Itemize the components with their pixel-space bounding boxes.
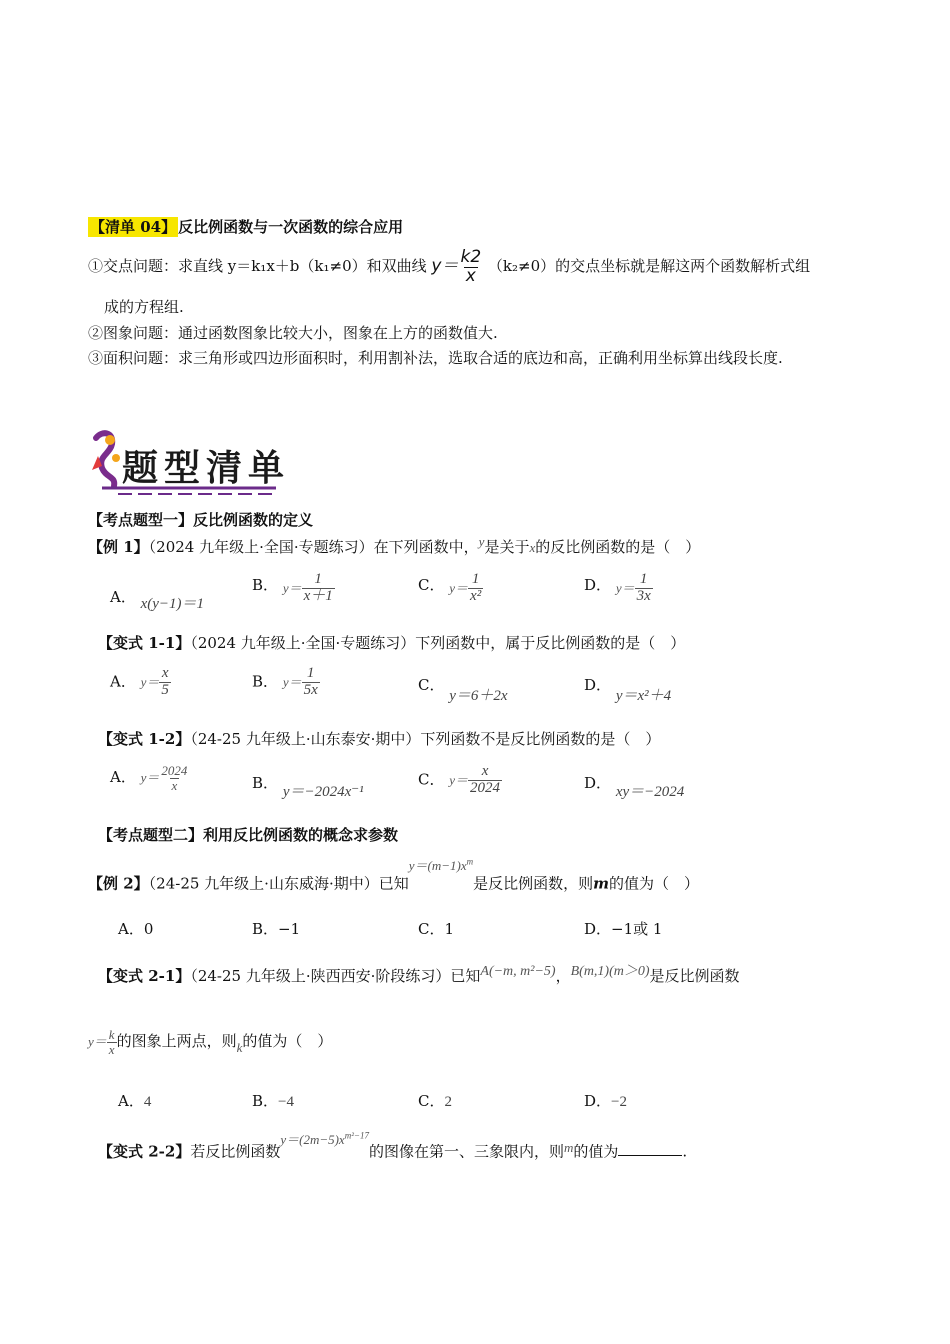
fraction-denominator: x bbox=[108, 1041, 115, 1057]
list-title: 反比例函数与一次函数的综合应用 bbox=[178, 218, 404, 236]
v21-line2 bbox=[88, 1028, 332, 1056]
v22-end: . bbox=[682, 1142, 688, 1161]
ex2-label: 【例 2】 bbox=[88, 874, 149, 893]
option-letter: A． bbox=[110, 768, 136, 787]
option-fraction bbox=[302, 666, 320, 699]
ex1-var-x: x bbox=[529, 540, 536, 555]
answer-blank[interactable] bbox=[618, 1141, 682, 1156]
v11-stem bbox=[98, 632, 685, 653]
question-type-banner bbox=[88, 428, 291, 498]
ex2-stem-a: （24-25 九年级上·山东威海·期中）已知 bbox=[148, 874, 409, 893]
list-tag: 【清单 04】 bbox=[90, 218, 177, 236]
option-letter: D． bbox=[584, 920, 612, 938]
option-fraction bbox=[159, 764, 189, 792]
ex1-option-d[interactable] bbox=[584, 572, 653, 605]
list-heading bbox=[88, 216, 403, 237]
option-letter: B． bbox=[252, 774, 279, 792]
option-letter: B． bbox=[252, 672, 279, 691]
option-letter: A． bbox=[110, 588, 136, 606]
v11-option-a[interactable] bbox=[110, 666, 171, 699]
list-item-1 bbox=[88, 246, 810, 286]
v11-label: 【变式 1-1】 bbox=[98, 634, 191, 652]
fraction-denominator: 5 bbox=[161, 681, 169, 698]
v21-var-k: k bbox=[236, 1040, 243, 1056]
v12-option-c[interactable] bbox=[418, 764, 502, 797]
v22-stem-b: 的图像在第一、三象限内，则 bbox=[368, 1142, 564, 1161]
option-expr: xy＝−2024 bbox=[615, 784, 685, 800]
option-letter: C． bbox=[418, 676, 445, 694]
v11-stem-text: （2024 九年级上·全国·专题练习）下列函数中，属于反比例函数的是（ ） bbox=[190, 634, 686, 652]
fraction-denominator: 3x bbox=[636, 587, 651, 604]
fraction-numerator: k2 bbox=[460, 246, 482, 267]
option-letter: D． bbox=[584, 576, 612, 595]
option-letter: A． bbox=[110, 672, 136, 691]
option-letter: C． bbox=[418, 770, 445, 789]
option-lhs: y＝ bbox=[449, 772, 469, 788]
v21-option-d[interactable] bbox=[584, 1090, 627, 1111]
option-value: 2 bbox=[444, 1094, 452, 1110]
v21-point-b: B(m,1)(m＞0) bbox=[570, 964, 650, 979]
option-letter: D． bbox=[584, 676, 612, 694]
formula-exponent: m²−17 bbox=[344, 1131, 369, 1141]
option-fraction bbox=[468, 572, 483, 605]
option-letter: A． bbox=[118, 920, 144, 938]
ex2-stem-c: 的值为（ ） bbox=[608, 874, 699, 893]
option-value: −1 bbox=[278, 920, 301, 938]
fraction-numerator: 1 bbox=[471, 571, 480, 587]
type1-heading: 【考点题型一】反比例函数的定义 bbox=[88, 511, 314, 529]
fraction-denominator: x bbox=[171, 777, 178, 793]
v12-option-b[interactable] bbox=[252, 774, 364, 800]
v22-formula bbox=[280, 1132, 369, 1147]
ex1-stem-b: 是关于 bbox=[484, 538, 530, 556]
option-lhs: y＝ bbox=[449, 580, 469, 596]
option-value: 0 bbox=[143, 920, 154, 938]
v22-stem-a: 若反比例函数 bbox=[190, 1142, 281, 1161]
v22-var-m: m bbox=[564, 1140, 574, 1156]
option-letter: D． bbox=[584, 774, 612, 792]
fraction-denominator: 2024 bbox=[470, 779, 501, 796]
option-lhs: y＝ bbox=[615, 580, 635, 596]
v21-option-c[interactable] bbox=[418, 1090, 452, 1111]
ex1-option-c[interactable] bbox=[418, 572, 483, 605]
formula-base: y＝(m−1)x bbox=[408, 858, 467, 874]
v21-option-b[interactable] bbox=[252, 1090, 294, 1111]
v22-label: 【变式 2-2】 bbox=[98, 1142, 191, 1161]
v21-lhs: y＝ bbox=[88, 1034, 107, 1050]
ex2-formula bbox=[409, 858, 473, 873]
fraction-numerator: x bbox=[161, 665, 169, 681]
option-fraction bbox=[159, 666, 171, 699]
v12-stem bbox=[98, 728, 660, 749]
option-expr: y＝−2024x⁻¹ bbox=[282, 784, 364, 800]
list-item-3: ③面积问题：求三角形或四边形面积时，利用割补法，选取合适的底边和高，正确利用坐标算出线段长度. bbox=[88, 349, 783, 367]
option-value: 1 bbox=[444, 920, 455, 938]
option-fraction bbox=[302, 572, 335, 605]
v21-line2-b: 的值为（ ） bbox=[242, 1032, 333, 1051]
option-value: −2 bbox=[611, 1094, 627, 1110]
fraction-denominator: 5x bbox=[303, 681, 318, 698]
option-expr: y＝x²＋4 bbox=[615, 688, 672, 704]
option-value: 4 bbox=[143, 1094, 152, 1110]
formula-exponent: m bbox=[466, 857, 474, 867]
option-letter: C． bbox=[418, 1092, 445, 1110]
fraction-numerator: 2024 bbox=[161, 763, 188, 778]
v22-stem bbox=[98, 1128, 687, 1172]
ex2-option-b[interactable] bbox=[252, 918, 300, 939]
ex2-var-m: m bbox=[593, 874, 609, 893]
v11-option-b[interactable] bbox=[252, 666, 320, 699]
option-letter: B． bbox=[252, 576, 279, 595]
ex2-option-a[interactable] bbox=[118, 918, 153, 939]
option-fraction bbox=[468, 764, 502, 797]
v11-option-d[interactable] bbox=[584, 676, 672, 704]
v22-stem-c: 的值为 bbox=[573, 1142, 619, 1161]
v21-line2-a: 的图象上两点，则 bbox=[116, 1032, 237, 1051]
v12-label: 【变式 1-2】 bbox=[98, 730, 191, 748]
v21-sep: ， bbox=[555, 967, 571, 985]
fraction-numerator: x bbox=[481, 763, 489, 779]
option-letter: C． bbox=[418, 576, 445, 595]
ex1-stem bbox=[88, 536, 700, 557]
v12-stem-text: （24-25 九年级上·山东泰安·期中）下列函数不是反比例函数的是（ ） bbox=[190, 730, 661, 748]
option-lhs: y＝ bbox=[282, 674, 302, 690]
option-lhs: y＝ bbox=[282, 580, 302, 596]
v21-stem-b: 是反比例函数 bbox=[649, 967, 740, 985]
ex2-stem-b: 是反比例函数，则 bbox=[473, 874, 594, 893]
list-item-1-text-b: （k₂≠0）的交点坐标就是解这两个函数解析式组 bbox=[487, 257, 811, 275]
option-value: −4 bbox=[278, 1094, 294, 1110]
fraction-numerator: 1 bbox=[639, 571, 648, 587]
ex1-option-b[interactable] bbox=[252, 572, 335, 605]
option-expr: y＝6＋2x bbox=[449, 688, 508, 704]
option-letter: D． bbox=[584, 1092, 612, 1110]
v21-option-a[interactable] bbox=[118, 1090, 151, 1111]
list-item-1-y: y＝ bbox=[431, 256, 459, 276]
banner-title: 题型清单 bbox=[122, 447, 291, 489]
v21-stem-a: （24-25 九年级上·陕西西安·阶段练习）已知 bbox=[190, 967, 481, 985]
option-letter: B． bbox=[252, 920, 279, 938]
v21-stem bbox=[98, 956, 740, 998]
ex1-var-y: y bbox=[478, 534, 485, 549]
v21-fraction bbox=[107, 1028, 117, 1056]
option-lhs: y＝ bbox=[140, 770, 160, 786]
type2-heading: 【考点题型二】利用反比例函数的概念求参数 bbox=[98, 826, 399, 844]
formula-base: y＝(2m−5)x bbox=[280, 1132, 345, 1148]
option-lhs: y＝ bbox=[140, 674, 160, 690]
v11-option-c[interactable] bbox=[418, 676, 508, 704]
list-item-1-fraction bbox=[458, 246, 483, 286]
v12-option-d[interactable] bbox=[584, 774, 685, 800]
fraction-numerator: k bbox=[108, 1027, 115, 1042]
option-expr: x(y−1)＝1 bbox=[140, 596, 205, 612]
option-fraction bbox=[635, 572, 653, 605]
list-item-1-text-a: ①交点问题：求直线 y＝k₁x＋b（k₁≠0）和双曲线 bbox=[88, 257, 427, 275]
fraction-numerator: 1 bbox=[306, 665, 315, 681]
option-letter: A． bbox=[118, 1092, 144, 1110]
ex1-stem-c: 的反比例函数的是（ ） bbox=[535, 538, 701, 556]
option-letter: B． bbox=[252, 1092, 279, 1110]
fraction-denominator: x＋1 bbox=[303, 587, 333, 604]
v21-point-a: A(−m, m²−5) bbox=[480, 964, 556, 979]
v12-option-a[interactable] bbox=[110, 764, 189, 792]
ex2-stem bbox=[88, 857, 699, 904]
ex1-label: 【例 1】 bbox=[88, 538, 149, 556]
list-item-1-cont: 成的方程组. bbox=[104, 298, 184, 316]
option-value: −1或 1 bbox=[611, 920, 663, 938]
fraction-denominator: x² bbox=[470, 587, 482, 604]
v21-label: 【变式 2-1】 bbox=[98, 967, 191, 985]
ex2-option-d[interactable] bbox=[584, 918, 662, 939]
fraction-numerator: 1 bbox=[314, 571, 322, 587]
option-letter: C． bbox=[418, 920, 445, 938]
fraction-denominator: x bbox=[465, 265, 476, 286]
list-item-2: ②图象问题：通过函数图象比较大小，图象在上方的函数值大. bbox=[88, 324, 498, 342]
ex1-stem-a: （2024 九年级上·全国·专题练习）在下列函数中， bbox=[148, 538, 479, 556]
ex1-option-a[interactable] bbox=[110, 586, 205, 612]
ex2-option-c[interactable] bbox=[418, 918, 454, 939]
